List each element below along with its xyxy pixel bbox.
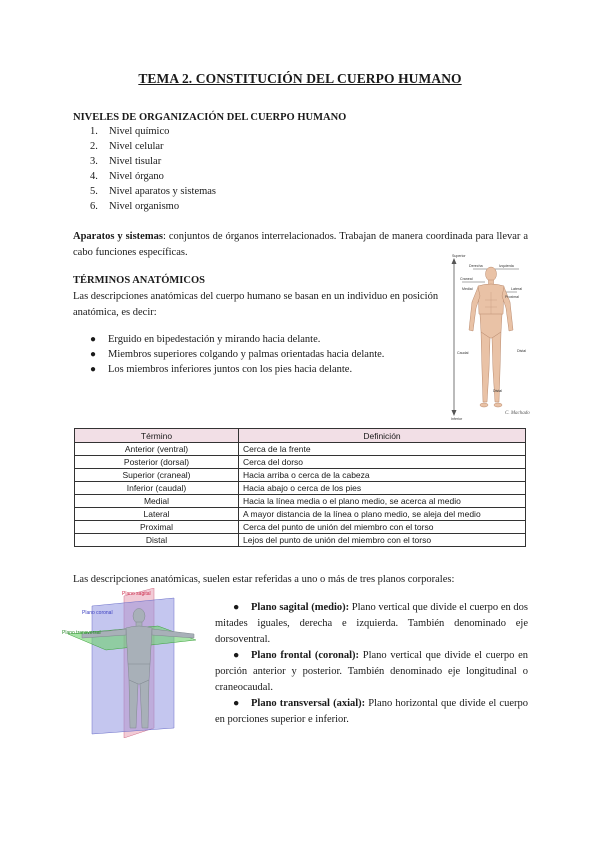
- label-distal-leg: Distal: [493, 389, 502, 393]
- term-cell: Inferior (caudal): [75, 482, 239, 495]
- body-planes-figure: [62, 588, 202, 738]
- definition-cell: Cerca del dorso: [239, 456, 526, 469]
- table-row: [75, 534, 526, 547]
- label-transversal: Plano transversal: [62, 630, 101, 636]
- label-lateral: Lateral: [511, 287, 522, 291]
- column-header-definition: Definición: [239, 429, 526, 443]
- anatomical-bullets: [90, 332, 384, 377]
- label-coronal: Plano coronal: [82, 610, 113, 616]
- table-row: [75, 495, 526, 508]
- terms-table: [74, 428, 526, 547]
- table-row: [75, 521, 526, 534]
- levels-heading: NIVELES DE ORGANIZACIÓN DEL CUERPO HUMANO: [73, 112, 347, 123]
- definition-cell: Hacia arriba o cerca de la cabeza: [239, 469, 526, 482]
- table-row: [75, 443, 526, 456]
- definition-cell: Cerca de la frente: [239, 443, 526, 456]
- systems-term: Aparatos y sistemas: [73, 231, 163, 242]
- page-title: TEMA 2. CONSTITUCIÓN DEL CUERPO HUMANO: [138, 71, 462, 86]
- term-cell: Medial: [75, 495, 239, 508]
- term-cell: Posterior (dorsal): [75, 456, 239, 469]
- systems-text: : conjuntos de órganos interrelacionados. Trabajan de manera coordinada para llevar a cabo funciones específicas.: [73, 231, 529, 258]
- label-caudal: Caudal: [457, 351, 469, 355]
- list-item: 6. Nivel organismo: [90, 201, 180, 212]
- label-medial: Medial: [462, 287, 473, 291]
- definition-cell: Hacia la línea media o el plano medio, se acerca al medio: [239, 495, 526, 508]
- label-proximal: Proximal: [505, 295, 519, 299]
- term-cell: Proximal: [75, 521, 239, 534]
- list-item: ● Plano sagital (medio): Plano vertical que divide el cuerpo en dos mitades iguales, derecha e izquierda. También denominado eje dorsoventral.: [215, 602, 528, 645]
- label-craneal: Craneal: [460, 277, 473, 281]
- table-row: [75, 482, 526, 495]
- term-cell: Superior (craneal): [75, 469, 239, 482]
- label-inferior: Inferior: [451, 417, 463, 421]
- term-cell: Anterior (ventral): [75, 443, 239, 456]
- definition-cell: Hacia abajo o cerca de los pies: [239, 482, 526, 495]
- table-row: [75, 508, 526, 521]
- list-item: 5. Nivel aparatos y sistemas: [90, 186, 217, 197]
- label-izquierda: Izquierda: [499, 264, 514, 268]
- term-cell: Distal: [75, 534, 239, 547]
- table-header-row: [75, 429, 526, 443]
- label-derecha: Derecha: [469, 264, 483, 268]
- planes-list: [215, 600, 528, 728]
- anatomical-intro: Las descripciones anatómicas del cuerpo humano se basan en un individuo en posición anatómica, es decir:: [73, 291, 439, 318]
- term-cell: Lateral: [75, 508, 239, 521]
- table-row: [75, 456, 526, 469]
- label-sagital: Plano sagital: [122, 591, 151, 597]
- list-item: ● Erguido en bipedestación y mirando hacia delante.: [90, 334, 321, 345]
- list-item: ● Plano transversal (axial): Plano horizontal que divide el cuerpo en porciones superior e inferior.: [215, 698, 528, 725]
- list-item: ● Los miembros inferiores juntos con los pies hacia delante.: [90, 364, 353, 375]
- figure-signature: C. Machado: [505, 411, 530, 416]
- list-item: 2. Nivel celular: [90, 141, 164, 152]
- list-item: ● Plano frontal (coronal): Plano vertical que divide el cuerpo en porción anterior y posterior. También denominado eje longitudinal o craneocaudal.: [215, 650, 528, 693]
- definition-cell: A mayor distancia de la línea o plano medio, se aleja del medio: [239, 508, 526, 521]
- list-item: 3. Nivel tisular: [90, 156, 162, 167]
- list-item: 1. Nivel químico: [90, 126, 170, 137]
- label-distal-right: Distal: [517, 349, 526, 353]
- list-item: 4. Nivel órgano: [90, 171, 164, 182]
- column-header-term: Término: [75, 429, 239, 443]
- table-row: [75, 469, 526, 482]
- planes-intro: Las descripciones anatómicas, suelen estar referidas a uno o más de tres planos corporales:: [73, 574, 455, 585]
- anatomical-heading: TÉRMINOS ANATÓMICOS: [73, 275, 205, 286]
- label-superior: Superior: [452, 254, 466, 258]
- levels-list: [90, 124, 216, 214]
- definition-cell: Cerca del punto de unión del miembro con el torso: [239, 521, 526, 534]
- anatomical-position-figure: [445, 252, 533, 424]
- list-item: ● Miembros superiores colgando y palmas orientadas hacia delante.: [90, 349, 385, 360]
- definition-cell: Lejos del punto de unión del miembro con el torso: [239, 534, 526, 547]
